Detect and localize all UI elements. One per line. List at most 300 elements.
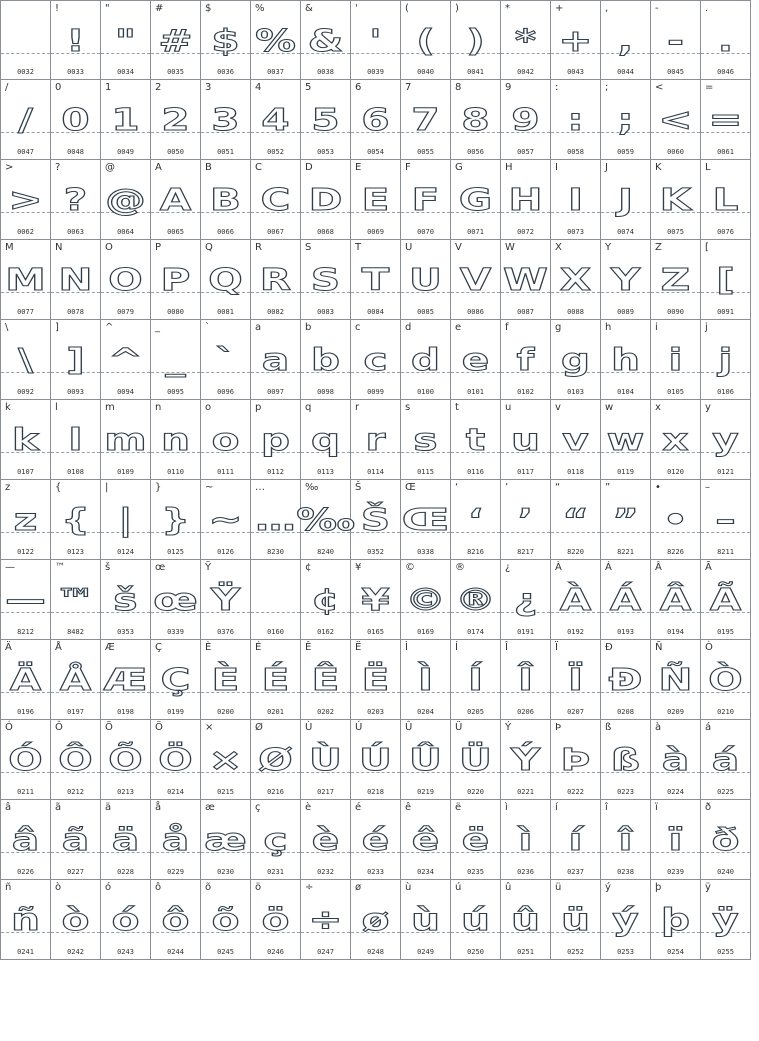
glyph-code: 0207 [567, 708, 584, 716]
glyph-label: 6 [355, 82, 362, 93]
glyph-label: > [5, 162, 14, 173]
glyph-code: 0233 [367, 868, 384, 876]
glyph-label: S [305, 242, 312, 253]
glyph-sample: ð [711, 823, 740, 858]
glyph-code: 0201 [267, 708, 284, 716]
glyph-sample: ’ [517, 503, 534, 538]
glyph-label: Ï [555, 642, 558, 653]
glyph-code: 0240 [717, 868, 734, 876]
glyph-code: 0111 [217, 468, 234, 476]
glyph-sample: a [261, 343, 290, 378]
glyph-sample: Z [660, 263, 691, 298]
glyph-label: õ [205, 882, 212, 893]
glyph-label: ‰ [305, 482, 319, 493]
glyph-sample: 9 [511, 103, 540, 138]
glyph-sample: . [717, 24, 734, 59]
glyph-label: X [555, 242, 562, 253]
glyph-code: 0088 [567, 308, 584, 316]
glyph-code: 0059 [617, 148, 634, 156]
glyph-code: 0229 [167, 868, 184, 876]
glyph-code: 0036 [217, 68, 234, 76]
glyph-code: 0052 [267, 148, 284, 156]
glyph-label: : [555, 82, 559, 93]
glyph-sample: p [260, 423, 290, 458]
glyph-sample: < [658, 103, 693, 138]
glyph-sample: ý [612, 903, 639, 938]
glyph-sample: ÿ [712, 903, 739, 938]
glyph-label: d [405, 322, 412, 333]
glyph-code: 0041 [467, 68, 484, 76]
glyph-code: 0089 [617, 308, 634, 316]
glyph-sample: C [260, 183, 291, 218]
glyph-label: ¿ [505, 562, 511, 573]
glyph-sample: o [211, 423, 240, 458]
glyph-label: $ [205, 3, 212, 14]
glyph-label: Ü [455, 722, 463, 733]
glyph-code: 0220 [467, 788, 484, 796]
glyph-sample: Ò [708, 663, 743, 698]
glyph-label: Å [55, 642, 62, 653]
glyph-sample: ¢ [311, 583, 340, 618]
glyph-label: ™ [55, 562, 65, 573]
glyph-sample: ? [63, 183, 88, 218]
glyph-code: 0062 [17, 228, 34, 236]
glyph-code: 0162 [317, 628, 334, 636]
glyph-sample: ú [461, 903, 490, 938]
glyph-code: 0243 [117, 948, 134, 956]
glyph-label: W [505, 242, 515, 253]
glyph-label: Ñ [655, 642, 663, 653]
glyph-sample: i [668, 343, 683, 378]
glyph-code: 0215 [217, 788, 234, 796]
glyph-sample: w [606, 423, 645, 458]
glyph-sample: È [211, 663, 240, 698]
glyph-code: 0203 [367, 708, 384, 716]
glyph-code: 0069 [367, 228, 384, 236]
glyph-code: 0072 [517, 228, 534, 236]
glyph-label: } [155, 482, 162, 493]
glyph-code: 8226 [667, 548, 684, 556]
glyph-label: u [505, 402, 512, 413]
glyph-sample: ï [668, 823, 683, 858]
glyph-sample: # [158, 24, 193, 59]
glyph-code: 0198 [117, 708, 134, 716]
glyph-label: H [505, 162, 513, 173]
glyph-label: C [255, 162, 262, 173]
glyph-label: í [555, 802, 558, 813]
glyph-sample: G [458, 183, 493, 218]
glyph-label: Â [655, 562, 662, 573]
glyph-code: 0086 [467, 308, 484, 316]
glyph-label: m [105, 402, 115, 413]
glyph-code: 0049 [117, 148, 134, 156]
glyph-code: 0241 [17, 948, 34, 956]
glyph-code: 0160 [267, 628, 284, 636]
glyph-label: * [505, 3, 510, 14]
glyph-code: 0084 [367, 308, 384, 316]
glyph-code: 0255 [717, 948, 734, 956]
glyph-label: v [555, 402, 561, 413]
glyph-label: U [405, 242, 413, 253]
glyph-label: Ý [505, 722, 512, 733]
glyph-sample: Œ [401, 503, 450, 538]
glyph-label: O [105, 242, 113, 253]
glyph-sample: J [617, 183, 634, 218]
glyph-sample: ü [561, 903, 590, 938]
glyph-code: 0126 [217, 548, 234, 556]
glyph-code: 0103 [567, 388, 584, 396]
glyph-code: 0214 [167, 788, 184, 796]
glyph-sample: 0 [61, 103, 90, 138]
glyph-label: â [5, 802, 12, 813]
glyph-code: 0212 [67, 788, 84, 796]
glyph-code: 0121 [717, 468, 734, 476]
glyph-code: 0104 [617, 388, 634, 396]
glyph-code: 0200 [217, 708, 234, 716]
glyph-label: Æ [105, 642, 115, 653]
glyph-sample: ¥ [361, 583, 390, 618]
glyph-code: 0165 [367, 628, 384, 636]
glyph-sample: , [617, 24, 634, 59]
glyph-label: ~ [205, 482, 214, 493]
glyph-label: + [555, 3, 564, 14]
glyph-sample: Í [467, 663, 484, 698]
glyph-cell [701, 320, 751, 400]
glyph-sample: P [160, 263, 191, 298]
glyph-label: Q [205, 242, 213, 253]
glyph-code: 0058 [567, 148, 584, 156]
glyph-label: & [305, 3, 313, 14]
glyph-label: / [5, 82, 9, 93]
glyph-code: 0053 [317, 148, 334, 156]
glyph-label: r [355, 402, 360, 413]
glyph-label: Ç [155, 642, 162, 653]
glyph-code: 0225 [717, 788, 734, 796]
glyph-code: 0100 [417, 388, 434, 396]
glyph-code: 0192 [567, 628, 584, 636]
glyph-code: 0044 [617, 68, 634, 76]
glyph-sample: “ [562, 503, 589, 538]
glyph-sample: ^ [108, 343, 143, 378]
glyph-label: { [55, 482, 62, 493]
glyph-sample: W [503, 263, 548, 298]
glyph-sample: K [659, 183, 692, 218]
glyph-label: 2 [155, 82, 162, 93]
glyph-code: 0051 [217, 148, 234, 156]
glyph-label: n [155, 402, 162, 413]
glyph-code: 0202 [317, 708, 334, 716]
glyph-code: 8212 [17, 628, 34, 636]
glyph-sample: Ñ [658, 663, 693, 698]
glyph-code: 0054 [367, 148, 384, 156]
glyph-cell [701, 240, 751, 320]
glyph-code: 0125 [167, 548, 184, 556]
glyph-label: © [405, 562, 415, 573]
glyph-sample: g [560, 343, 590, 378]
glyph-label: G [455, 162, 463, 173]
glyph-cell [701, 0, 751, 80]
glyph-label: ó [105, 882, 112, 893]
glyph-code: 0055 [417, 148, 434, 156]
glyph-sample: O [108, 263, 143, 298]
glyph-code: 0091 [717, 308, 734, 316]
glyph-sample: š [113, 583, 138, 618]
glyph-label: Ô [55, 722, 63, 733]
glyph-code: 0077 [17, 308, 34, 316]
glyph-code: 0063 [67, 228, 84, 236]
glyph-sample: ! [66, 24, 85, 59]
glyph-code: 0117 [517, 468, 534, 476]
glyph-sample: \ [18, 343, 33, 378]
glyph-sample: 2 [161, 103, 190, 138]
glyph-code: 8216 [467, 548, 484, 556]
glyph-label: - [655, 3, 659, 14]
glyph-sample: æ [204, 823, 247, 858]
glyph-code: 8217 [517, 548, 534, 556]
glyph-label: B [205, 162, 212, 173]
glyph-code: 0238 [617, 868, 634, 876]
glyph-sample: l [68, 423, 83, 458]
glyph-cell [701, 480, 751, 560]
glyph-code: 0108 [67, 468, 84, 476]
glyph-code: 0339 [167, 628, 184, 636]
glyph-sample: % [255, 24, 296, 59]
glyph-code: 0061 [717, 148, 734, 156]
glyph-sample: É [261, 663, 290, 698]
glyph-code: 8230 [267, 548, 284, 556]
glyph-sample: 7 [411, 103, 440, 138]
glyph-code: 0222 [567, 788, 584, 796]
glyph-code: 0169 [417, 628, 434, 636]
glyph-sample: ¿ [513, 583, 538, 618]
glyph-sample: " [114, 24, 137, 59]
glyph-code: 0095 [167, 388, 184, 396]
glyph-code: 0099 [367, 388, 384, 396]
glyph-label: K [655, 162, 662, 173]
glyph-cell [701, 160, 751, 240]
glyph-label: ð [705, 802, 712, 813]
glyph-sample: Ï [567, 663, 584, 698]
glyph-label: i [655, 322, 658, 333]
glyph-sample: L [712, 183, 739, 218]
glyph-label: î [605, 802, 608, 813]
glyph-sample: B [210, 183, 241, 218]
glyph-label: — [5, 562, 15, 573]
glyph-sample: ÷ [308, 903, 343, 938]
glyph-code: 0070 [417, 228, 434, 236]
glyph-code: 0235 [467, 868, 484, 876]
glyph-code: 0068 [317, 228, 334, 236]
glyph-label: J [605, 162, 608, 173]
glyph-label: ú [455, 882, 462, 893]
glyph-label: ) [455, 3, 459, 14]
glyph-sample: Ÿ [210, 583, 241, 618]
glyph-code: 0199 [167, 708, 184, 716]
glyph-sample: Â [659, 583, 692, 618]
glyph-sample: S [310, 263, 341, 298]
glyph-code: 0237 [567, 868, 584, 876]
glyph-label: Ö [155, 722, 163, 733]
glyph-sample: ç [263, 823, 288, 858]
glyph-code: 0231 [267, 868, 284, 876]
glyph-sample: Q [208, 263, 243, 298]
glyph-sample: Û [409, 743, 442, 778]
glyph-code: 0193 [617, 628, 634, 636]
glyph-label: ô [155, 882, 162, 893]
glyph-label: ë [455, 802, 462, 813]
glyph-code: 0196 [17, 708, 34, 716]
glyph-label: Œ [405, 482, 416, 493]
glyph-sample: ù [411, 903, 440, 938]
glyph-code: 0045 [667, 68, 684, 76]
glyph-sample: ™ [55, 583, 96, 618]
glyph-code: 0094 [117, 388, 134, 396]
glyph-sample: – [715, 503, 736, 538]
glyph-sample: U [409, 263, 442, 298]
glyph-sample: ê [411, 823, 440, 858]
glyph-label: | [105, 482, 109, 493]
glyph-label: b [305, 322, 312, 333]
glyph-sample: Á [609, 583, 642, 618]
glyph-label: ä [105, 802, 112, 813]
glyph-code: 0105 [667, 388, 684, 396]
glyph-label: y [705, 402, 711, 413]
glyph-sample: ñ [11, 903, 40, 938]
glyph-code: 0078 [67, 308, 84, 316]
glyph-cell [701, 800, 751, 880]
glyph-sample: = [708, 103, 743, 138]
glyph-sample: Š [360, 503, 391, 538]
glyph-code: 0242 [67, 948, 84, 956]
glyph-sample: { [61, 503, 90, 538]
glyph-label: À [555, 562, 562, 573]
glyph-code: 0221 [517, 788, 534, 796]
glyph-sample: h [611, 343, 640, 378]
glyph-sample: X [559, 263, 592, 298]
glyph-code: 0251 [517, 948, 534, 956]
glyph-label: ; [605, 82, 609, 93]
glyph-sample: z [13, 503, 38, 538]
glyph-label: ï [655, 802, 658, 813]
glyph-label: % [255, 3, 265, 14]
glyph-code: 0248 [367, 948, 384, 956]
glyph-code: 0107 [17, 468, 34, 476]
glyph-code: 0109 [117, 468, 134, 476]
glyph-code: 0087 [517, 308, 534, 316]
glyph-label: Ê [305, 642, 312, 653]
glyph-sample: ë [461, 823, 490, 858]
glyph-code: 0043 [567, 68, 584, 76]
glyph-sample: ) [466, 24, 485, 59]
glyph-label: ? [55, 162, 61, 173]
glyph-sample: ã [61, 823, 90, 858]
glyph-label: ® [455, 562, 465, 573]
glyph-label: 8 [455, 82, 462, 93]
glyph-label: Ù [305, 722, 313, 733]
glyph-code: 0050 [167, 148, 184, 156]
glyph-code: 0227 [67, 868, 84, 876]
glyph-sample: Ì [417, 663, 434, 698]
glyph-label: ' [355, 3, 358, 14]
glyph-sample: E [361, 183, 390, 218]
glyph-label: 0 [55, 82, 62, 93]
glyph-sample: õ [211, 903, 240, 938]
glyph-label: 4 [255, 82, 262, 93]
glyph-code: 8240 [317, 548, 334, 556]
glyph-cell [701, 640, 751, 720]
glyph-code: 0115 [417, 468, 434, 476]
glyph-code: 8220 [567, 548, 584, 556]
glyph-sample: Y [610, 263, 641, 298]
glyph-label: … [255, 482, 265, 493]
glyph-label: Õ [105, 722, 113, 733]
glyph-label: × [205, 722, 214, 733]
glyph-sample: ö [261, 903, 290, 938]
glyph-code: 0118 [567, 468, 584, 476]
glyph-sample: Þ [560, 743, 591, 778]
glyph-sample: ' [369, 24, 382, 59]
glyph-label: Ã [705, 562, 712, 573]
glyph-label: ñ [5, 882, 12, 893]
glyph-sample: d [410, 343, 440, 378]
glyph-sample: R [259, 263, 292, 298]
glyph-sample: ò [61, 903, 90, 938]
glyph-label: è [305, 802, 312, 813]
glyph-sample: Å [59, 663, 92, 698]
glyph-label: ì [505, 802, 508, 813]
glyph-label: Á [605, 562, 612, 573]
glyph-label: a [255, 322, 262, 333]
glyph-sample: á [711, 743, 740, 778]
glyph-label: 1 [105, 82, 112, 93]
glyph-sample: + [558, 24, 593, 59]
glyph-label: ‘ [455, 482, 459, 493]
glyph-sample: å [161, 823, 190, 858]
glyph-label: Ó [5, 722, 13, 733]
glyph-sample: F [411, 183, 440, 218]
glyph-code: 0376 [217, 628, 234, 636]
glyph-label: Đ [605, 642, 613, 653]
glyph-label: D [305, 162, 313, 173]
glyph-sample: [ [716, 263, 735, 298]
glyph-code: 0218 [367, 788, 384, 796]
glyph-label: z [5, 482, 11, 493]
glyph-label: û [505, 882, 512, 893]
glyph-code: 0038 [317, 68, 334, 76]
glyph-code: 0034 [117, 68, 134, 76]
glyph-label: [ [705, 242, 709, 253]
glyph-label: 7 [405, 82, 412, 93]
glyph-code: 0204 [417, 708, 434, 716]
glyph-code: 0112 [267, 468, 284, 476]
glyph-code: 8211 [717, 548, 734, 556]
glyph-sample: 4 [261, 103, 290, 138]
glyph-label: " [105, 3, 110, 14]
glyph-label: I [555, 162, 558, 173]
glyph-code: 0119 [617, 468, 634, 476]
glyph-label: ç [255, 802, 261, 813]
glyph-sample: í [568, 823, 583, 858]
glyph-sample: v [562, 423, 589, 458]
glyph-label: f [505, 322, 509, 333]
glyph-sample: © [405, 583, 446, 618]
glyph-sample: I [567, 183, 584, 218]
glyph-code: 0097 [267, 388, 284, 396]
glyph-sample: ß [610, 743, 641, 778]
glyph-sample: V [459, 263, 492, 298]
glyph-label: Î [505, 642, 508, 653]
glyph-code: 0035 [167, 68, 184, 76]
